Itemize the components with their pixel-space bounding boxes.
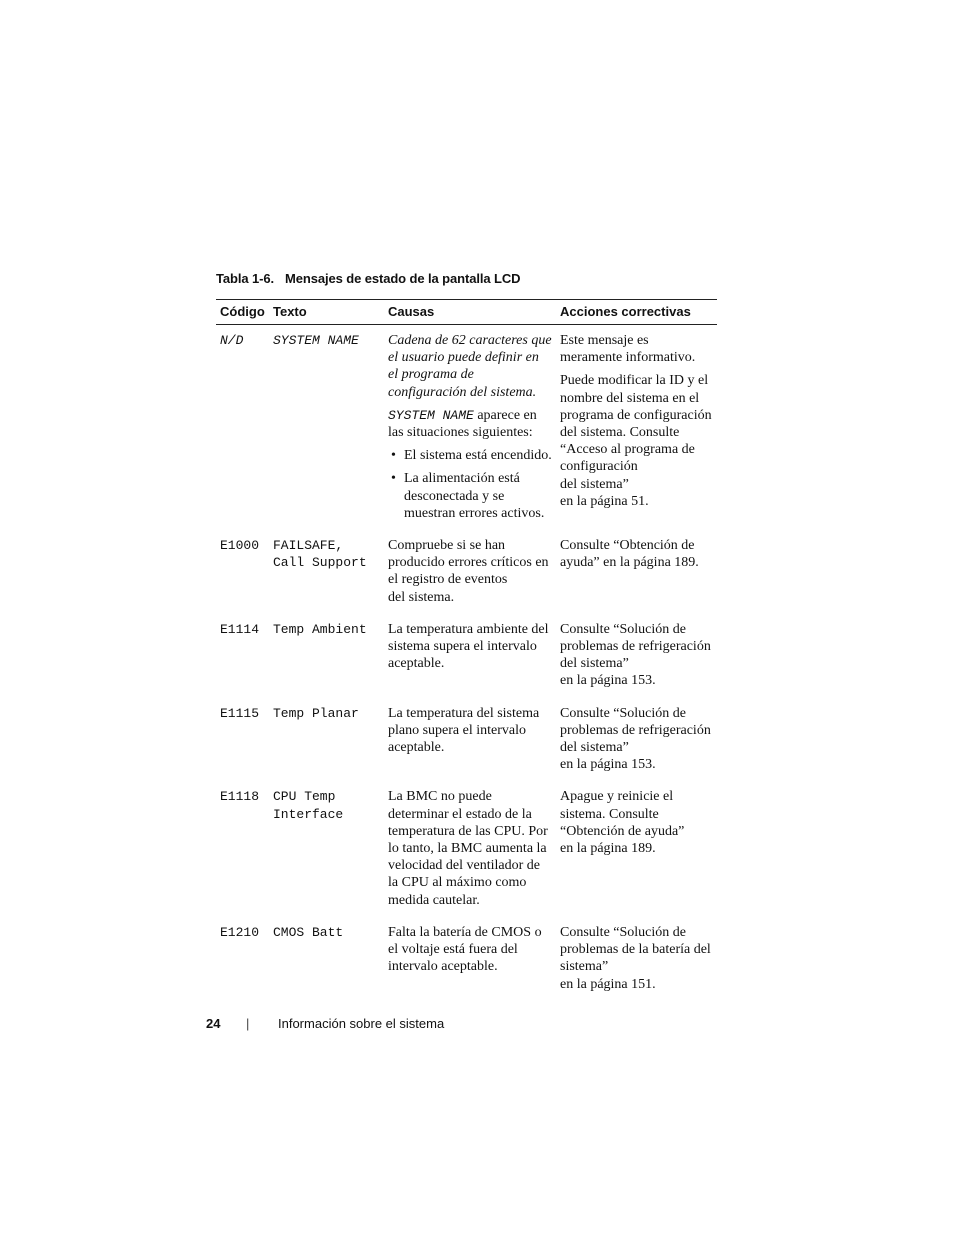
cause-bullet-list: [388, 447, 552, 522]
row-cause: La BMC no puede determinar el estado de la temperatura de las CPU. Por lo tanto, la BMC aumenta la velocidad del ventilador de la CPU al máximo como medida cautelar.: [388, 789, 548, 908]
row-cause: Compruebe si se han producido errores críticos en el registro de eventos del sistema.: [388, 538, 549, 605]
row-action: Consulte “Solución de problemas de refrigeración del sistema” en la página 153.: [560, 621, 711, 689]
row-code: E1118: [220, 789, 260, 805]
table-row: [216, 781, 717, 916]
action-paragraph: Puede modificar la ID y el nombre del sistema en el programa de configuración del sistema. Consulte “Acceso al programa de configuración del sistema” en la página 51.: [560, 373, 712, 509]
cause-situations: [388, 407, 552, 441]
header-text: Texto: [269, 300, 384, 325]
table-title: Mensajes de estado de la pantalla LCD: [285, 271, 521, 286]
row-action: Consulte “Solución de problemas de refrigeración del sistema” en la página 153.: [560, 705, 711, 773]
row-text: CPU Temp Interface: [273, 789, 344, 822]
row-action: [556, 325, 717, 531]
cause-description: Cadena de 62 caracteres que el usuario puede definir en el programa de configuración del sistema.: [388, 333, 552, 400]
bullet-text: El sistema está encendido.: [404, 448, 552, 464]
table-row: [216, 325, 717, 531]
row-text: FAILSAFE, Call Support: [273, 538, 367, 571]
header-actions: Acciones correctivas: [556, 300, 717, 325]
row-code: E1115: [220, 705, 260, 721]
row-cause: Falta la batería de CMOS o el voltaje está fuera del intervalo aceptable.: [388, 924, 542, 975]
row-action: Consulte “Obtención de ayuda” en la página 189.: [560, 538, 699, 571]
row-cause: [384, 325, 556, 531]
header-causes: Causas: [384, 300, 556, 325]
cause-situations-text: aparece en las situaciones siguientes:: [388, 407, 537, 441]
table-row: [216, 530, 717, 614]
row-code: E1114: [220, 621, 260, 637]
row-code: E1210: [220, 924, 260, 940]
lcd-status-table: [216, 299, 717, 1001]
header-code: Código: [216, 300, 269, 325]
row-action: Consulte “Solución de problemas de la batería del sistema” en la página 151.: [560, 924, 711, 992]
cause-mono-term: SYSTEM NAME: [388, 407, 474, 423]
row-text: Temp Planar: [273, 705, 359, 721]
bullet-icon: •: [391, 471, 396, 487]
bullet-text: La alimentación está desconectada y se muestran errores activos.: [404, 471, 545, 521]
row-text: Temp Ambient: [273, 621, 367, 637]
table-caption: [216, 271, 520, 286]
table-row: [216, 698, 717, 782]
row-code: E1000: [220, 538, 260, 554]
page-number: 24: [206, 1016, 221, 1031]
bullet-icon: •: [391, 448, 396, 464]
row-cause: La temperatura del sistema plano supera el intervalo aceptable.: [388, 705, 540, 756]
row-code: N/D: [220, 333, 244, 348]
table-row: [216, 614, 717, 698]
action-paragraph: Este mensaje es meramente informativo.: [560, 333, 696, 366]
list-item: [388, 470, 552, 522]
row-text: CMOS Batt: [273, 924, 344, 940]
table-row: [216, 917, 717, 1001]
table-header-row: [216, 300, 717, 325]
row-action: Apague y reinicie el sistema. Consulte “Obtención de ayuda” en la página 189.: [560, 789, 685, 857]
table-number: Tabla 1-6.: [216, 271, 275, 286]
row-text: SYSTEM NAME: [273, 333, 359, 348]
row-cause: La temperatura ambiente del sistema supera el intervalo aceptable.: [388, 621, 549, 672]
footer-separator: |: [246, 1016, 250, 1031]
list-item: [388, 447, 552, 464]
footer-section-title: Información sobre el sistema: [278, 1016, 445, 1031]
